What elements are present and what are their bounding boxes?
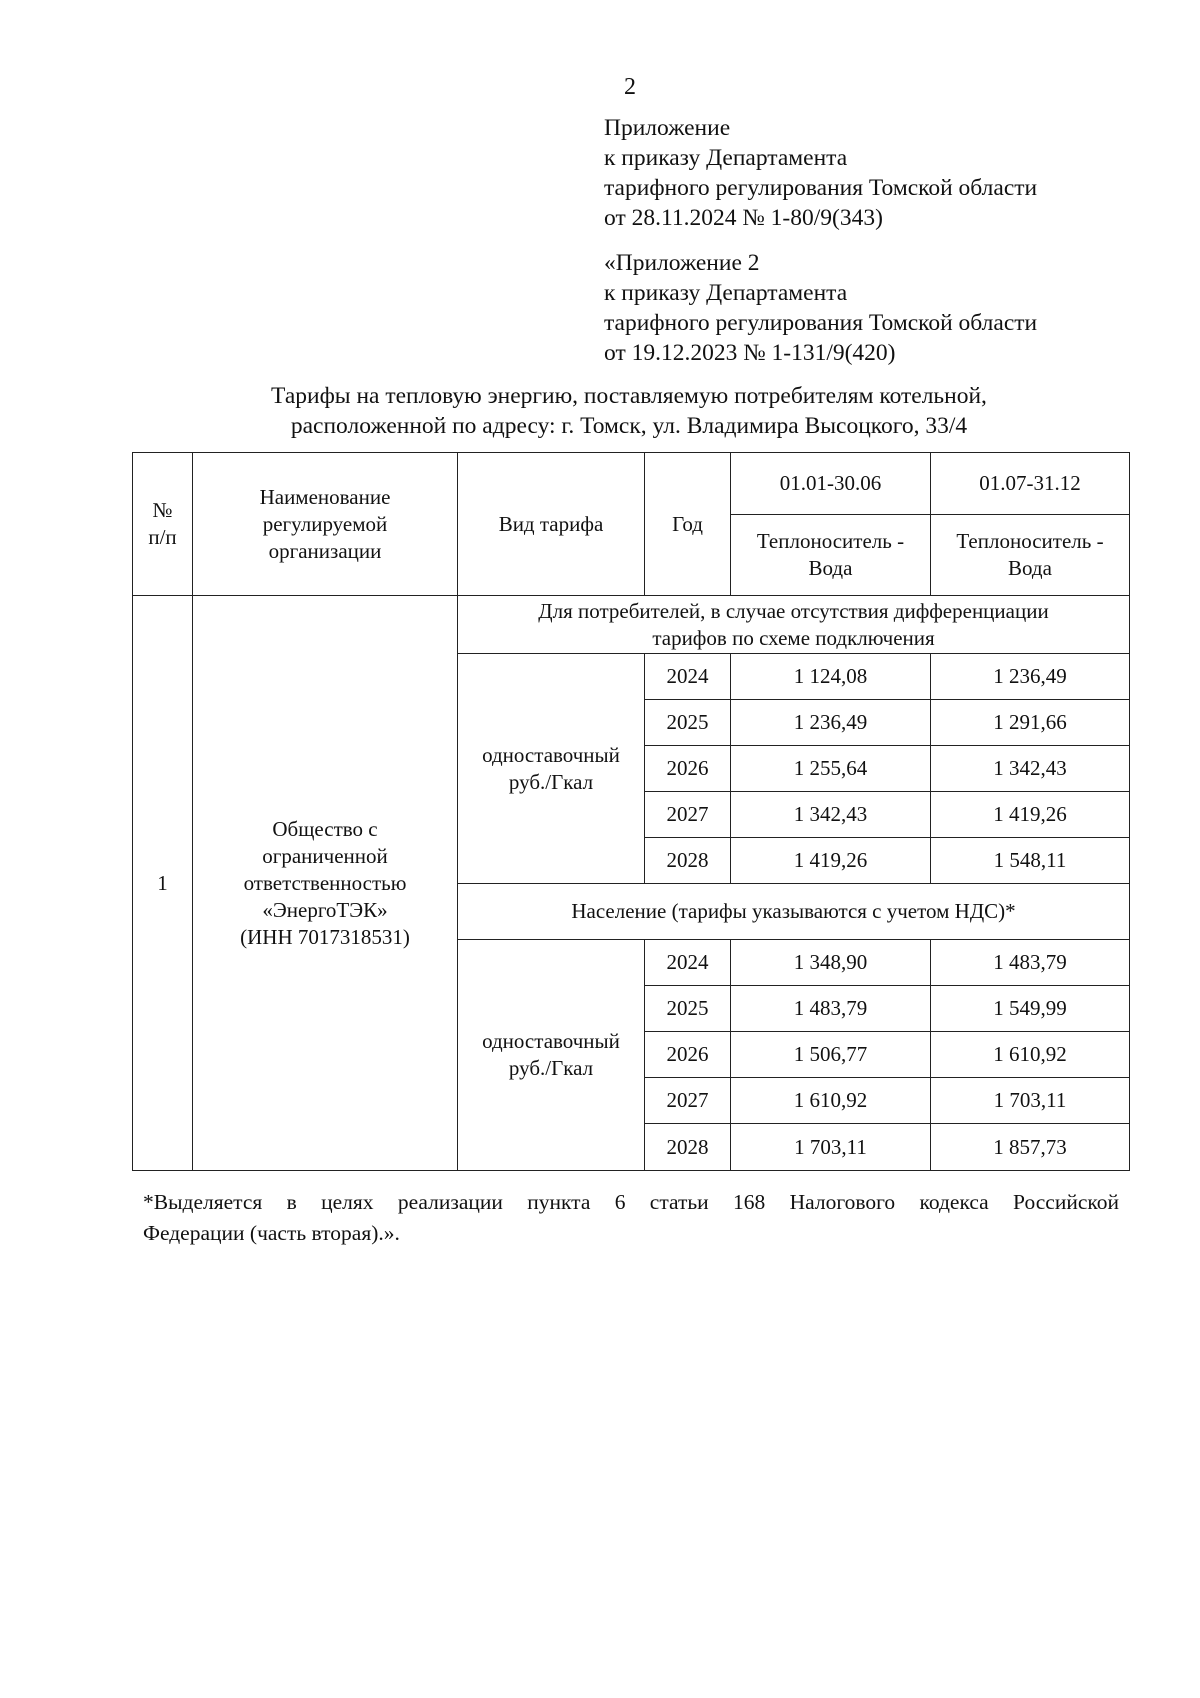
tariff-value-second-half: 1 342,43 (931, 746, 1130, 792)
table-title-line: расположенной по адресу: г. Томск, ул. Владимира Высоцкого, 33/4 (290, 413, 968, 439)
year-cell: 2026 (645, 746, 731, 792)
organization-cell: Общество с ограниченной ответственностью «ЭнергоТЭК» (ИНН 7017318531) (193, 596, 458, 1171)
appendix-current-line: от 28.11.2024 № 1-80/9(343) (604, 205, 883, 231)
header-year: Год (645, 453, 731, 596)
year-cell: 2027 (645, 792, 731, 838)
tariff-value-second-half: 1 236,49 (931, 654, 1130, 700)
tariff-value-second-half: 1 549,99 (931, 986, 1130, 1032)
year-cell: 2024 (645, 940, 731, 986)
section-title-population: Население (тарифы указываются с учетом НДС)* (458, 884, 1130, 940)
appendix-current-line: к приказу Департамента (604, 145, 848, 171)
table-title (130, 381, 1128, 441)
tariff-value-first-half: 1 506,77 (731, 1032, 931, 1078)
appendix-original-line: от 19.12.2023 № 1-131/9(420) (604, 340, 896, 366)
tariff-type-cell: одноставочный руб./Гкал (458, 654, 645, 884)
year-cell: 2026 (645, 1032, 731, 1078)
tariff-value-first-half: 1 342,43 (731, 792, 931, 838)
tariff-table (132, 452, 1130, 1171)
row-number-cell: 1 (133, 596, 193, 1171)
year-cell: 2025 (645, 700, 731, 746)
year-cell: 2024 (645, 654, 731, 700)
tariff-value-first-half: 1 124,08 (731, 654, 931, 700)
header-organization: Наименование регулируемой организации (193, 453, 458, 596)
tariff-value-second-half: 1 548,11 (931, 838, 1130, 884)
tariff-value-second-half: 1 857,73 (931, 1124, 1130, 1171)
footnote-line: Федерации (часть вторая).». (143, 1221, 400, 1245)
page-number: 2 (624, 74, 636, 100)
tariff-value-first-half: 1 419,26 (731, 838, 931, 884)
header-heat-carrier-second-half: Теплоноситель - Вода (931, 515, 1130, 596)
tariff-value-first-half: 1 348,90 (731, 940, 931, 986)
section-header-row (133, 596, 1130, 654)
tariff-value-second-half: 1 419,26 (931, 792, 1130, 838)
header-row (133, 453, 1130, 515)
table-title-line: Тарифы на тепловую энергию, поставляемую потребителям котельной, (271, 383, 987, 409)
header-period-first-half: 01.01-30.06 (731, 453, 931, 515)
header-period-second-half: 01.07-31.12 (931, 453, 1130, 515)
tariff-value-second-half: 1 291,66 (931, 700, 1130, 746)
appendix-original-line: к приказу Департамента (604, 280, 848, 306)
appendix-original-line: тарифного регулирования Томской области (604, 310, 1038, 336)
tariff-value-first-half: 1 236,49 (731, 700, 931, 746)
tariff-value-first-half: 1 610,92 (731, 1078, 931, 1124)
footnote-line: *Выделяется в целях реализации пункта 6 статьи 168 Налогового кодекса Российской (143, 1190, 1119, 1214)
appendix-current-line: Приложение (604, 115, 731, 141)
footnote (143, 1187, 1119, 1249)
year-cell: 2027 (645, 1078, 731, 1124)
year-cell: 2028 (645, 838, 731, 884)
tariff-value-second-half: 1 610,92 (931, 1032, 1130, 1078)
appendix-current-line: тарифного регулирования Томской области (604, 175, 1038, 201)
year-cell: 2025 (645, 986, 731, 1032)
tariff-value-second-half: 1 483,79 (931, 940, 1130, 986)
tariff-value-first-half: 1 703,11 (731, 1124, 931, 1171)
tariff-value-second-half: 1 703,11 (931, 1078, 1130, 1124)
tariff-value-first-half: 1 255,64 (731, 746, 931, 792)
year-cell: 2028 (645, 1124, 731, 1171)
tariff-type-cell: одноставочный руб./Гкал (458, 940, 645, 1171)
header-tariff-type: Вид тарифа (458, 453, 645, 596)
appendix-original-line: «Приложение 2 (604, 250, 760, 276)
appendix-header-current (604, 113, 1037, 233)
header-heat-carrier-first-half: Теплоноситель - Вода (731, 515, 931, 596)
appendix-header-original (604, 248, 1037, 368)
header-number: № п/п (133, 453, 193, 596)
tariff-value-first-half: 1 483,79 (731, 986, 931, 1032)
section-title-consumers: Для потребителей, в случае отсутствия дифференциации тарифов по схеме подключения (458, 596, 1130, 654)
